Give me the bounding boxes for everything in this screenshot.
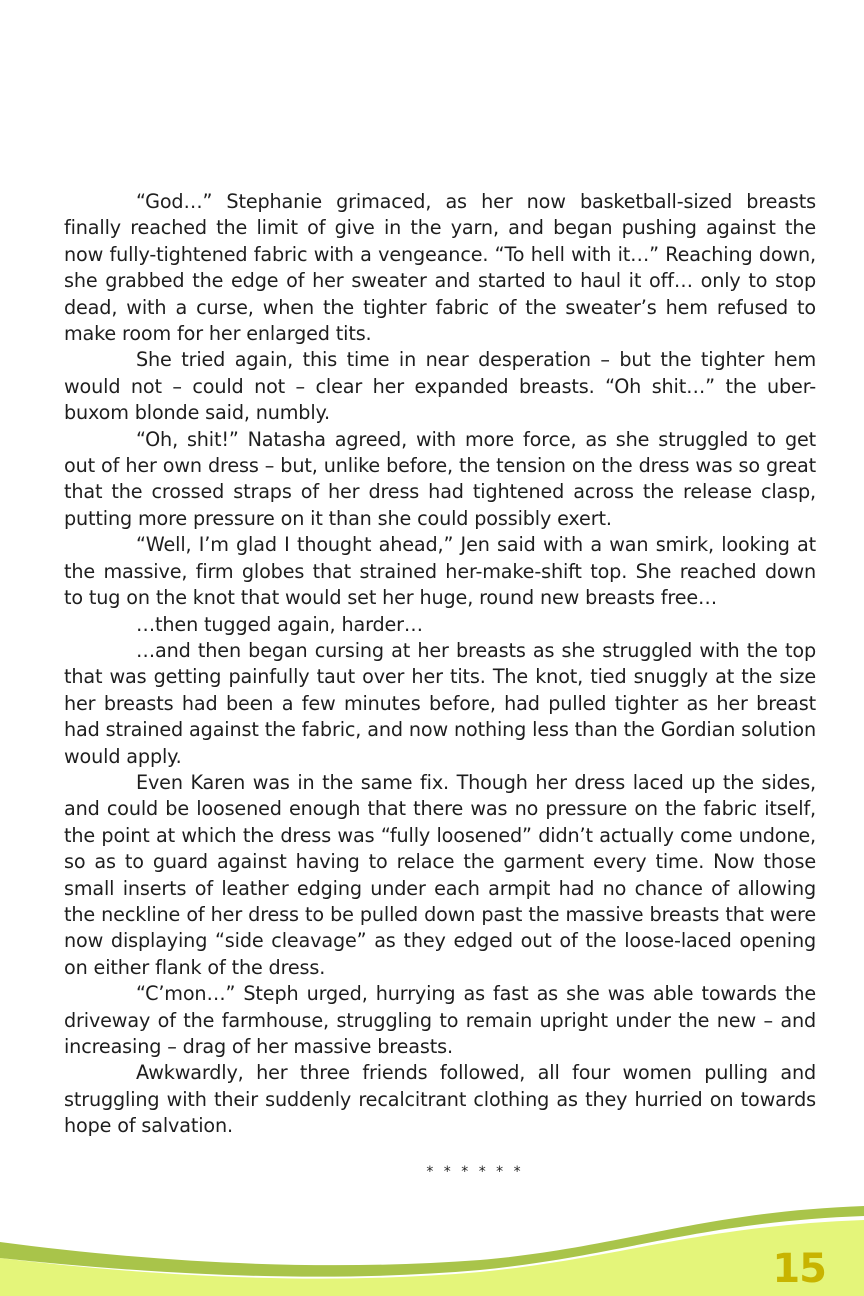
scene-break: * * * * * * (426, 1164, 524, 1180)
paragraph: Even Karen was in the same fix. Though her dress laced up the sides, and could be loosened enough that there was no pressure on the fabric itself, the point at which the dress was “fully loosened” didn’t actually come undone, so as to guard against having to relace the garment every time. Now those small inserts of leather edging under each armpit had no chance of allowing the neckline of her dress to be pulled down past the massive breasts that were now displaying “side cleavage” as they edged out of the loose-laced opening on either flank of the dress. (64, 770, 816, 979)
paragraph: Awkwardly, her three friends followed, all four women pulling and struggling with their suddenly recalcitrant clothing as they hurried on towards hope of salvation. (64, 1061, 816, 1138)
paragraph: “Well, I’m glad I thought ahead,” Jen said with a wan smirk, looking at the massive, firm globes that strained her-make-shift top. She reached down to tug on the knot that would set her huge, round new breasts free… (64, 533, 816, 610)
paragraph: “Oh, shit!” Natasha agreed, with more force, as she struggled to get out of her own dress – but, unlike before, the tension on the dress was so great that the crossed straps of her dress had tightened across the release clasp, putting more pressure on it than she could possibly exert. (64, 427, 816, 530)
paragraph: …and then began cursing at her breasts as she struggled with the top that was getting painfully taut over her tits. The knot, tied snuggly at the size her breasts had been a few minutes before, had pulled tighter as her breast had strained against the fabric, and now nothing less than the Gordian solution would apply. (64, 638, 816, 768)
paragraph: She tried again, this time in near desperation – but the tighter hem would not – could not – clear her expanded breasts. “Oh shit…” the uber-buxom blonde said, numbly. (64, 348, 816, 425)
paragraph: …then tugged again, harder… (136, 612, 423, 636)
body-text (64, 189, 816, 1140)
paragraph: “God…” Stephanie grimaced, as her now basketball-sized breasts finally reached the limit of give in the yarn, and began pushing against the now fully-tightened fabric with a vengeance. “To hell with it…” Reaching down, she grabbed the edge of her sweater and started to haul it off… only to stop dead, with a curse, when the tighter fabric of the sweater’s hem refused to make room for her enlarged tits. (64, 190, 816, 346)
page-number: 15 (772, 1246, 826, 1292)
paragraph: “C’mon…” Steph urged, hurrying as fast as she was able towards the driveway of the farmhouse, struggling to remain upright under the new – and increasing – drag of her massive breasts. (64, 982, 816, 1058)
footer-wave-decoration (0, 1206, 864, 1296)
